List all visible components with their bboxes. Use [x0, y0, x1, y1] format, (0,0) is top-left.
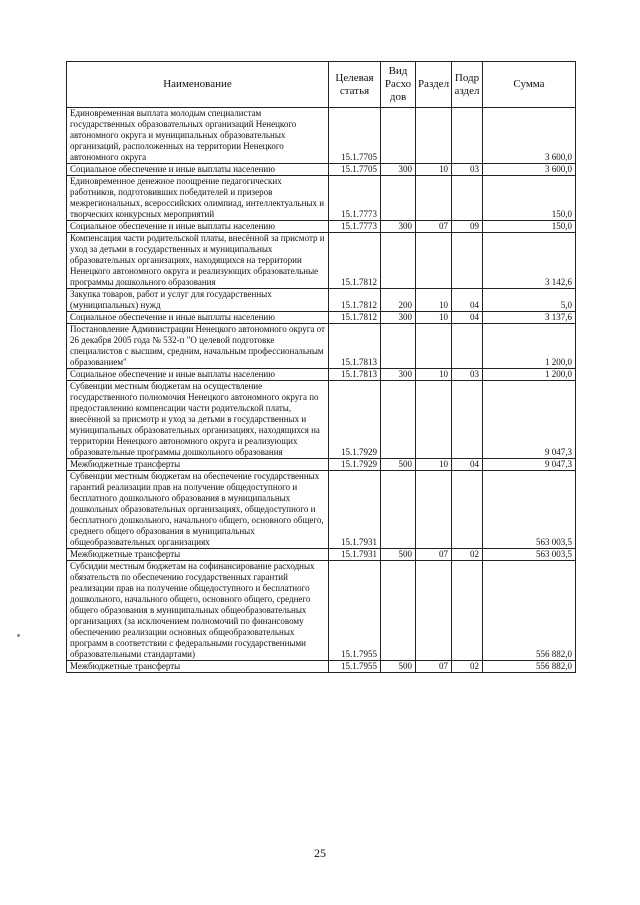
- cell-sum: 9 047,3: [483, 381, 576, 459]
- cell-sum: 150,0: [483, 221, 576, 233]
- cell-sum: 563 003,5: [483, 471, 576, 549]
- cell-target-article: 15.1.7929: [329, 381, 381, 459]
- table-row: [67, 108, 576, 164]
- cell-name: Межбюджетные трансферты: [67, 549, 329, 561]
- cell-section: 07: [416, 661, 452, 673]
- cell-target-article: 15.1.7705: [329, 108, 381, 164]
- cell-name: Единовременное денежное поощрение педагогических работников, подготовивших победителей и призеров межрегиональных, всероссийских олимпиад, интеллектуальных и творческих конкурсных мероприятий: [67, 176, 329, 221]
- cell-target-article: 15.1.7812: [329, 312, 381, 324]
- cell-subsection: 02: [452, 549, 483, 561]
- cell-name: Социальное обеспечение и иные выплаты населению: [67, 312, 329, 324]
- cell-expense-type: [381, 324, 416, 369]
- cell-expense-type: 300: [381, 312, 416, 324]
- cell-subsection: [452, 381, 483, 459]
- cell-name: Постановление Администрации Ненецкого автономного округа от 26 декабря 2005 года № 532-п "О целевой подготовке специалистов с высшим, средним, начальным профессиональным образованием": [67, 324, 329, 369]
- cell-subsection: 03: [452, 164, 483, 176]
- cell-sum: 3 600,0: [483, 164, 576, 176]
- cell-subsection: 09: [452, 221, 483, 233]
- table-body: [67, 108, 576, 673]
- cell-target-article: 15.1.7813: [329, 324, 381, 369]
- cell-section: [416, 176, 452, 221]
- cell-subsection: 04: [452, 312, 483, 324]
- cell-subsection: 02: [452, 661, 483, 673]
- cell-section: 10: [416, 164, 452, 176]
- cell-expense-type: 500: [381, 549, 416, 561]
- cell-section: [416, 561, 452, 661]
- cell-sum: 563 003,5: [483, 549, 576, 561]
- cell-section: [416, 108, 452, 164]
- header-target-article: Целевая статья: [329, 62, 381, 108]
- cell-target-article: 15.1.7931: [329, 549, 381, 561]
- cell-sum: 1 200,0: [483, 369, 576, 381]
- table-header-row: [67, 62, 576, 108]
- cell-sum: 556 882,0: [483, 561, 576, 661]
- cell-section: 10: [416, 289, 452, 312]
- table-row: [67, 312, 576, 324]
- cell-name: Субвенции местным бюджетам на обеспечение государственных гарантий реализации прав на получение общедоступного и бесплатного дошкольного образования в муниципальных дошкольных образовательных организациях, общедоступного и бесплатного дошкольного, начального общего, основного общего, среднего общего образования в муниципальных общеобразовательных организациях: [67, 471, 329, 549]
- cell-subsection: 04: [452, 459, 483, 471]
- cell-target-article: 15.1.7705: [329, 164, 381, 176]
- table-row: [67, 661, 576, 673]
- cell-sum: 3 137,6: [483, 312, 576, 324]
- header-section: Раздел: [416, 62, 452, 108]
- cell-name: Единовременная выплата молодым специалистам государственных образовательных организаций Ненецкого автономного округа и муниципальных образовательных организаций, расположенных на территории Ненецкого автономного округа: [67, 108, 329, 164]
- cell-expense-type: 200: [381, 289, 416, 312]
- cell-subsection: [452, 233, 483, 289]
- cell-subsection: [452, 324, 483, 369]
- cell-section: 07: [416, 221, 452, 233]
- table-row: [67, 221, 576, 233]
- cell-name: Социальное обеспечение и иные выплаты населению: [67, 221, 329, 233]
- cell-target-article: 15.1.7812: [329, 233, 381, 289]
- cell-expense-type: [381, 471, 416, 549]
- cell-expense-type: 500: [381, 459, 416, 471]
- cell-expense-type: [381, 561, 416, 661]
- cell-sum: 9 047,3: [483, 459, 576, 471]
- cell-expense-type: 300: [381, 221, 416, 233]
- header-expense-type: Вид Расхо дов: [381, 62, 416, 108]
- margin-dot: [17, 634, 20, 637]
- cell-name: Закупка товаров, работ и услуг для государственных (муниципальных) нужд: [67, 289, 329, 312]
- page-number: 25: [314, 846, 326, 860]
- header-subsection: Подр аздел: [452, 62, 483, 108]
- cell-subsection: [452, 561, 483, 661]
- cell-name: Межбюджетные трансферты: [67, 661, 329, 673]
- cell-expense-type: [381, 108, 416, 164]
- table-row: [67, 549, 576, 561]
- table-row: [67, 233, 576, 289]
- cell-expense-type: 500: [381, 661, 416, 673]
- cell-target-article: 15.1.7813: [329, 369, 381, 381]
- cell-sum: 556 882,0: [483, 661, 576, 673]
- cell-name: Субсидии местным бюджетам на софинансирование расходных обязательств по обеспечению государственных гарантий реализации прав на получение общедоступного и бесплатного дошкольного, начального общего, основного общего, среднего общего образования в муниципальных общеобразовательных организациях (за исключением полномочий по финансовому обеспечению реализации основных общеобразовательных программ в соответствии с федеральными государственными образовательными стандартами): [67, 561, 329, 661]
- cell-name: Социальное обеспечение и иные выплаты населению: [67, 164, 329, 176]
- cell-subsection: 03: [452, 369, 483, 381]
- cell-section: 10: [416, 312, 452, 324]
- cell-target-article: 15.1.7955: [329, 561, 381, 661]
- cell-target-article: 15.1.7931: [329, 471, 381, 549]
- cell-name: Компенсация части родительской платы, внесённой за присмотр и уход за детьми в государственных и муниципальных образовательных организациях, находящихся на территории Ненецкого автономного округа и реализующих образовательные программы дошкольного образования: [67, 233, 329, 289]
- budget-table: [66, 61, 576, 673]
- cell-target-article: 15.1.7955: [329, 661, 381, 673]
- table-row: [67, 164, 576, 176]
- cell-sum: 1 200,0: [483, 324, 576, 369]
- cell-target-article: 15.1.7773: [329, 176, 381, 221]
- table-row: [67, 289, 576, 312]
- cell-sum: 150,0: [483, 176, 576, 221]
- header-sum: Сумма: [483, 62, 576, 108]
- header-name: Наименование: [67, 62, 329, 108]
- cell-expense-type: 300: [381, 369, 416, 381]
- cell-sum: 5,0: [483, 289, 576, 312]
- table-row: [67, 176, 576, 221]
- cell-expense-type: 300: [381, 164, 416, 176]
- table-row: [67, 369, 576, 381]
- cell-name: Социальное обеспечение и иные выплаты населению: [67, 369, 329, 381]
- cell-subsection: 04: [452, 289, 483, 312]
- table-row: [67, 381, 576, 459]
- cell-section: [416, 471, 452, 549]
- cell-section: [416, 324, 452, 369]
- cell-sum: 3 600,0: [483, 108, 576, 164]
- cell-section: 07: [416, 549, 452, 561]
- cell-section: 10: [416, 369, 452, 381]
- cell-section: [416, 233, 452, 289]
- table-row: [67, 561, 576, 661]
- cell-expense-type: [381, 176, 416, 221]
- cell-target-article: 15.1.7929: [329, 459, 381, 471]
- cell-subsection: [452, 176, 483, 221]
- table-row: [67, 471, 576, 549]
- cell-expense-type: [381, 381, 416, 459]
- cell-subsection: [452, 471, 483, 549]
- cell-expense-type: [381, 233, 416, 289]
- cell-sum: 3 142,6: [483, 233, 576, 289]
- cell-target-article: 15.1.7773: [329, 221, 381, 233]
- cell-section: [416, 381, 452, 459]
- cell-section: 10: [416, 459, 452, 471]
- table-row: [67, 324, 576, 369]
- table-row: [67, 459, 576, 471]
- cell-target-article: 15.1.7812: [329, 289, 381, 312]
- cell-name: Межбюджетные трансферты: [67, 459, 329, 471]
- cell-name: Субвенции местным бюджетам на осуществление государственного полномочия Ненецкого автономного округа по предоставлению компенсации части родительской платы, внесённой за присмотр и уход за детьми в государственных и муниципальных образовательных организациях, находящихся на территории Ненецкого автономного округа и реализующих образовательные программы дошкольного образования: [67, 381, 329, 459]
- cell-subsection: [452, 108, 483, 164]
